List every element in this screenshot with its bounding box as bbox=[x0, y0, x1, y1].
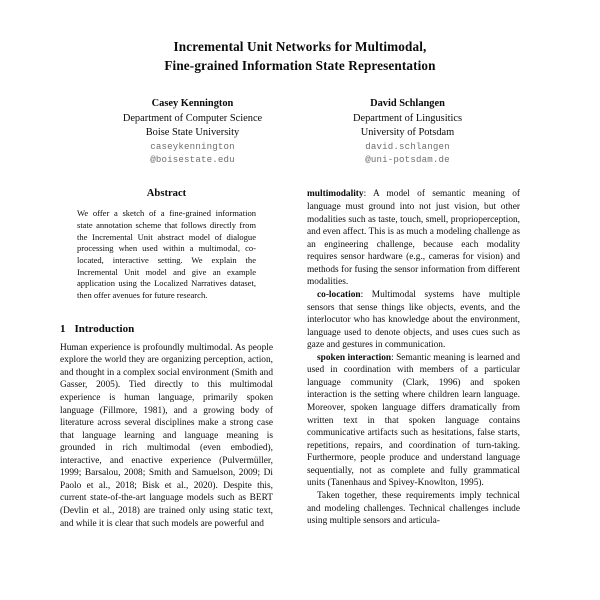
author-name: Casey Kennington bbox=[151, 98, 234, 110]
section-number: 1 bbox=[60, 322, 66, 335]
abstract-heading: Abstract bbox=[146, 188, 187, 200]
section-title: Introduction bbox=[74, 322, 135, 335]
paragraph-term-multimodality bbox=[307, 188, 520, 289]
body-columns bbox=[0, 188, 600, 530]
paragraph: Taken together, these requirements imply technical and modeling challenges. Technical challenges include using multiple sensors and articula- bbox=[307, 490, 520, 527]
term-text: Multimodal systems have multiple sensors that sense things like objects, events, and the interlocutor who has knowledge about the environment, language used to denote objects, and uses cues such as gaze and gestures in communication. bbox=[307, 289, 520, 351]
author-email-line-1: david.schlangen bbox=[365, 141, 450, 153]
term-label: co-location bbox=[317, 289, 361, 300]
title-line-1: Incremental Unit Networks for Multimodal, bbox=[173, 39, 427, 54]
column-right bbox=[307, 188, 520, 530]
author-block bbox=[0, 97, 600, 166]
author-affiliation-line-2: Boise State University bbox=[145, 126, 240, 138]
author-email-line-2: @uni-potsdam.de bbox=[365, 153, 450, 165]
author-email-line-2: @boisestate.edu bbox=[150, 153, 235, 165]
section-heading-introduction bbox=[60, 323, 273, 335]
paragraph: Human experience is profoundly multimodal. As people explore the world they are organizing perception, action, and thought in a complex social environment (Smith and Gasser, 2005). Tied directly to this multimodal experience is human language, primarily spoken language (Fillmore, 1981), and a growing body of literature across several disciplines make a strong case that language learning and language meaning is grounded in rich multimodal (even embodied), interactive, and enactive experience (Pulvermüller, 1999; Barsalou, 2008; Smith and Samuelson, 2009; Di Paolo et al., 2018; Bisk et al., 2020). Despite this, current state-of-the-art language models such as BERT (Devlin et al., 2018) are trained only using static text, and while it is clear that such models are powerful and bbox=[60, 342, 273, 529]
term-text: A model of semantic meaning of language must ground into not just vision, but other modalities such as taste, touch, smell, proprioperception, and even affect. This is as much a modeling challenge as an engineering challenge, because each modality requires sensor hardware (e.g., cameras for vision) and methods for fusing the sensor information from different modalities. bbox=[307, 189, 521, 288]
abstract-text: We offer a sketch of a fine-grained information state annotation scheme that follows directly from the Incremental Unit abstract model of dialogue processing when used within a multimodal, co-located, interactive setting. We explain the Incremental Unit model and give an example application using the Localized Narratives dataset, then offer avenues for future research. bbox=[77, 208, 256, 301]
term-separator: : bbox=[360, 289, 372, 300]
term-separator: : bbox=[363, 189, 373, 200]
term-text: Semantic meaning is learned and used in coordination with members of a particular language community (Clark, 1996) and spoken interaction is the setting where children learn language. Moreover, spoken language differs dramatically from written text in that spoken language contains communicative artifacts such as hesitations, false starts, repetitions, repairs, and coordination of turn-taking. Furthermore, people produce and understand language sequentially, not as complete and fully grammatical units (Tanenhaus and Spivey-Knowlton, 1995). bbox=[307, 352, 520, 489]
abstract-section bbox=[60, 188, 273, 301]
author-affiliation-line-2: University of Potsdam bbox=[360, 126, 455, 138]
author-affiliation-line-1: Department of Computer Science bbox=[122, 112, 263, 124]
paragraph-term-spoken-interaction bbox=[307, 352, 520, 490]
title-block bbox=[0, 0, 600, 75]
column-left bbox=[60, 188, 273, 530]
author-email-line-1: caseykennington bbox=[150, 141, 235, 153]
paragraph-term-co-location bbox=[307, 289, 520, 352]
author-affiliation-line-1: Department of Lingusitics bbox=[352, 112, 463, 124]
author-entry-1 bbox=[85, 97, 300, 166]
term-label: multimodality bbox=[307, 189, 364, 200]
title-line-2: Fine-grained Information State Representation bbox=[164, 57, 436, 73]
author-name: David Schlangen bbox=[370, 98, 445, 110]
term-label: spoken interaction bbox=[317, 352, 392, 363]
author-entry-2 bbox=[300, 97, 515, 166]
page-title bbox=[90, 38, 510, 75]
term-separator: : bbox=[391, 352, 397, 363]
